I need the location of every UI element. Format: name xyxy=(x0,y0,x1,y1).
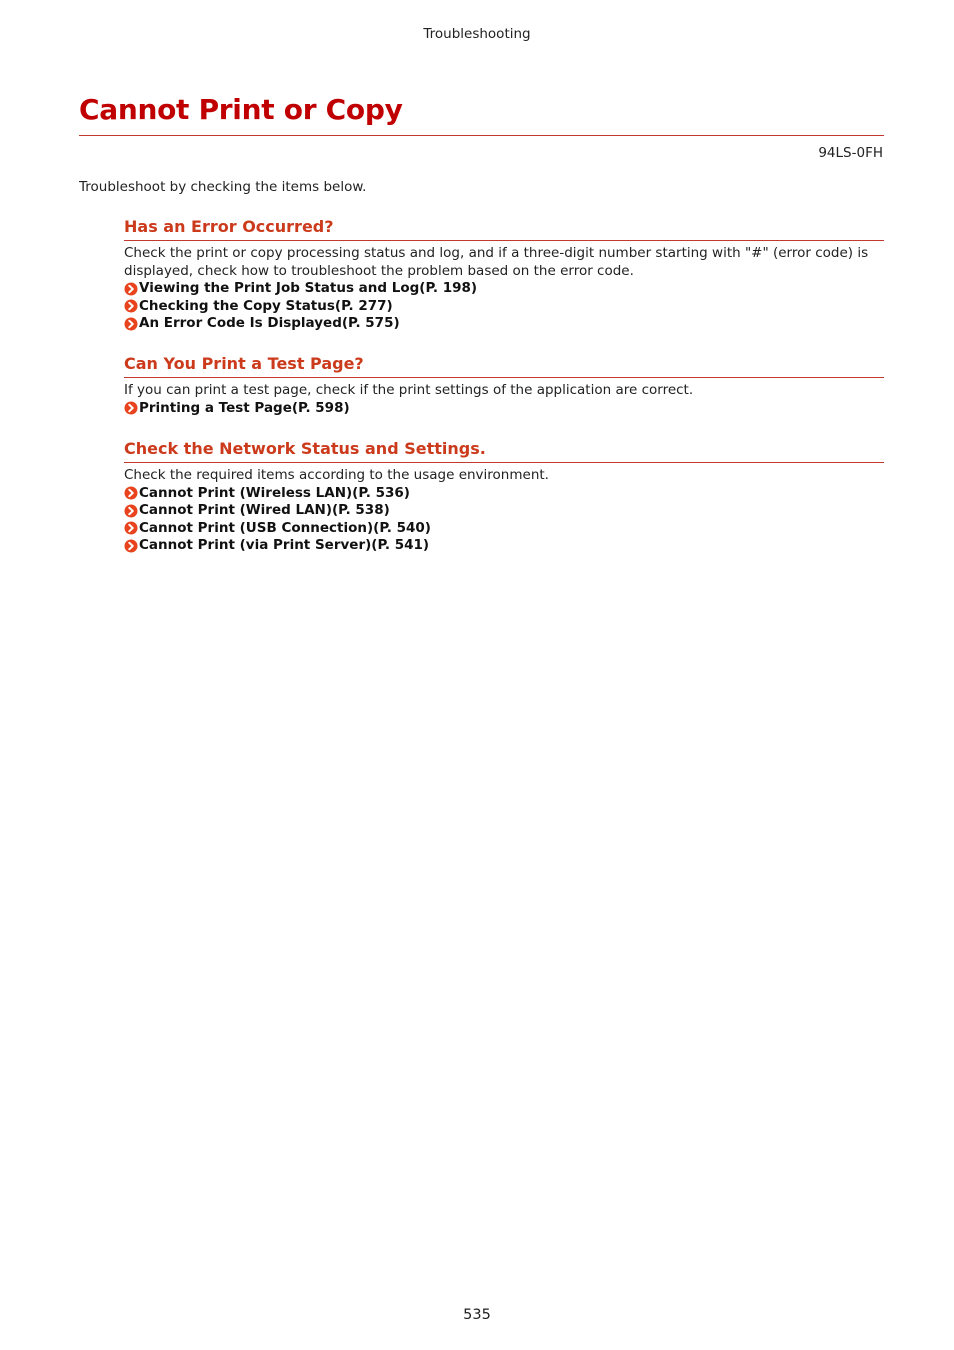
section-error-occurred xyxy=(124,216,884,333)
section-heading: Has an Error Occurred? xyxy=(124,216,884,241)
arrow-bullet-icon xyxy=(124,539,138,553)
intro-text: Troubleshoot by checking the items below. xyxy=(79,179,367,195)
arrow-bullet-icon xyxy=(124,486,138,500)
section-network-status xyxy=(124,438,884,555)
section-body: If you can print a test page, check if the print settings of the application are correct. xyxy=(124,382,694,398)
link-cannot-print-print-server[interactable] xyxy=(124,537,884,555)
link-error-code-displayed[interactable] xyxy=(124,315,884,333)
link-label[interactable]: Printing a Test Page(P. 598) xyxy=(139,399,350,416)
link-printing-test-page[interactable] xyxy=(124,400,884,418)
link-label[interactable]: Cannot Print (Wireless LAN)(P. 536) xyxy=(139,484,410,501)
title-rule xyxy=(79,135,884,136)
section-body: Check the required items according to the usage environment. xyxy=(124,467,549,483)
document-code: 94LS-0FH xyxy=(818,145,883,161)
section-test-page xyxy=(124,353,884,417)
link-list xyxy=(124,485,884,555)
link-label[interactable]: Checking the Copy Status(P. 277) xyxy=(139,297,393,314)
arrow-bullet-icon xyxy=(124,504,138,518)
section-heading: Can You Print a Test Page? xyxy=(124,353,884,378)
link-label[interactable]: Cannot Print (Wired LAN)(P. 538) xyxy=(139,502,390,518)
link-cannot-print-wireless-lan[interactable] xyxy=(124,485,884,503)
section-body: Check the print or copy processing status and log, and if a three-digit number starting with "#" (error code) is displayed, check how to troubleshoot the problem based on the error code. xyxy=(124,245,869,279)
link-label[interactable]: Cannot Print (USB Connection)(P. 540) xyxy=(139,519,431,536)
link-label[interactable]: Viewing the Print Job Status and Log(P. 198) xyxy=(139,280,478,296)
link-checking-copy-status[interactable] xyxy=(124,298,884,316)
section-heading: Check the Network Status and Settings. xyxy=(124,438,884,463)
arrow-bullet-icon xyxy=(124,521,138,535)
link-cannot-print-usb[interactable] xyxy=(124,520,884,538)
arrow-bullet-icon xyxy=(124,282,138,296)
running-header: Troubleshooting xyxy=(423,26,531,42)
link-list xyxy=(124,400,884,418)
link-label[interactable]: Cannot Print (via Print Server)(P. 541) xyxy=(139,537,430,553)
arrow-bullet-icon xyxy=(124,317,138,331)
link-cannot-print-wired-lan[interactable] xyxy=(124,502,884,520)
link-list xyxy=(124,280,884,333)
arrow-bullet-icon xyxy=(124,401,138,415)
page-title: Cannot Print or Copy xyxy=(79,93,403,126)
arrow-bullet-icon xyxy=(124,299,138,313)
link-label[interactable]: An Error Code Is Displayed(P. 575) xyxy=(139,315,400,331)
link-viewing-print-job-status[interactable] xyxy=(124,280,884,298)
page-number: 535 xyxy=(463,1307,491,1323)
